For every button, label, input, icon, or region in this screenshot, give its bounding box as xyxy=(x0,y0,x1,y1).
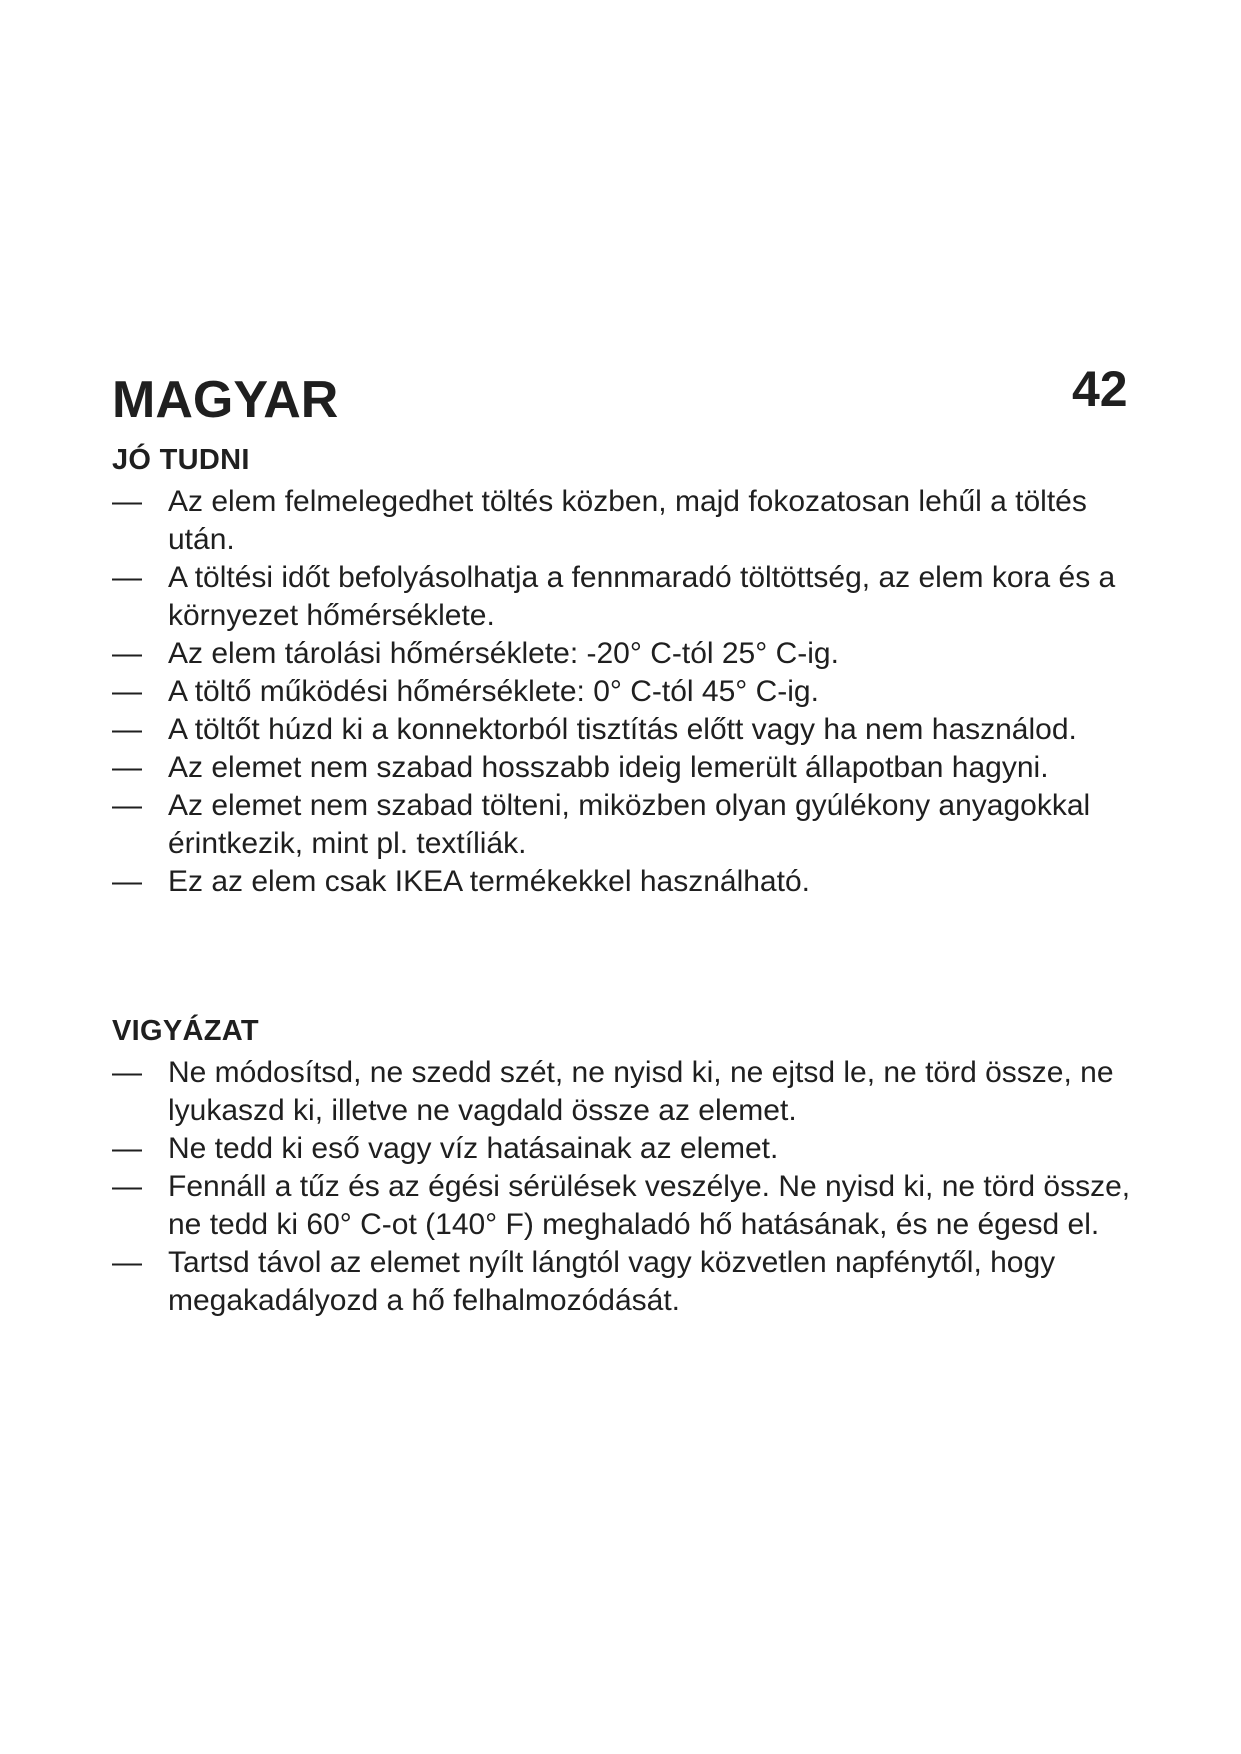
dash-marker: — xyxy=(112,1170,142,1203)
list-item-text: A töltő működési hőmérséklete: 0° C-tól 45° C-ig. xyxy=(168,675,819,708)
list-item-text: Az elem tárolási hőmérséklete: -20° C-tól 25° C-ig. xyxy=(168,637,839,670)
list-item xyxy=(112,559,1132,635)
list-item xyxy=(112,483,1132,559)
section-heading: VIGYÁZAT xyxy=(112,1015,259,1047)
list-item-text: Ne tedd ki eső vagy víz hatásainak az elemet. xyxy=(168,1132,779,1165)
section-heading: JÓ TUDNI xyxy=(112,444,250,476)
section-good-to-know xyxy=(112,446,1132,901)
list-item xyxy=(112,787,1132,863)
list-item-text: Az elemet nem szabad tölteni, miközben olyan gyúlékony anyagokkal érintkezik, mint pl. textíliák. xyxy=(168,789,1091,860)
list-item-text: A töltési időt befolyásolhatja a fennmaradó töltöttség, az elem kora és a környezet hőmérséklete. xyxy=(168,561,1116,632)
list-item-text: A töltőt húzd ki a konnektorból tisztítás előtt vagy ha nem használod. xyxy=(168,713,1077,746)
dash-marker: — xyxy=(112,485,142,518)
dash-marker: — xyxy=(112,865,142,898)
dash-marker: — xyxy=(112,789,142,822)
list-item xyxy=(112,1168,1132,1244)
bullet-list xyxy=(112,1054,1132,1320)
dash-marker: — xyxy=(112,1246,142,1279)
list-item xyxy=(112,711,1132,749)
list-item xyxy=(112,749,1132,787)
dash-marker: — xyxy=(112,751,142,784)
bullet-list xyxy=(112,483,1132,901)
dash-marker: — xyxy=(112,675,142,708)
section-caution xyxy=(112,1017,1132,1320)
list-item-text: Tartsd távol az elemet nyílt lángtól vagy közvetlen napfénytől, hogy megakadályozd a hő felhalmozódását. xyxy=(168,1246,1056,1317)
list-item-text: Ne módosítsd, ne szedd szét, ne nyisd ki, ne ejtsd le, ne törd össze, ne lyukaszd ki, illetve ne vagdald össze az elemet. xyxy=(168,1056,1114,1127)
page-number: 42 xyxy=(1072,361,1128,417)
list-item xyxy=(112,863,1132,901)
list-item-text: Fennáll a tűz és az égési sérülések veszélye. Ne nyisd ki, ne törd össze, ne tedd ki 60° C-ot (140° F) meghaladó hő hatásának, és ne égesd el. xyxy=(168,1170,1131,1241)
list-item xyxy=(112,1130,1132,1168)
dash-marker: — xyxy=(112,1132,142,1165)
page-title: MAGYAR xyxy=(112,371,339,429)
dash-marker: — xyxy=(112,713,142,746)
list-item xyxy=(112,1244,1132,1320)
list-item xyxy=(112,1054,1132,1130)
dash-marker: — xyxy=(112,561,142,594)
list-item-text: Az elemet nem szabad hosszabb ideig lemerült állapotban hagyni. xyxy=(168,751,1049,784)
list-item xyxy=(112,673,1132,711)
list-item xyxy=(112,635,1132,673)
list-item-text: Az elem felmelegedhet töltés közben, majd fokozatosan lehűl a töltés után. xyxy=(168,485,1087,556)
list-item-text: Ez az elem csak IKEA termékekkel használható. xyxy=(168,865,810,898)
dash-marker: — xyxy=(112,1056,142,1089)
dash-marker: — xyxy=(112,637,142,670)
